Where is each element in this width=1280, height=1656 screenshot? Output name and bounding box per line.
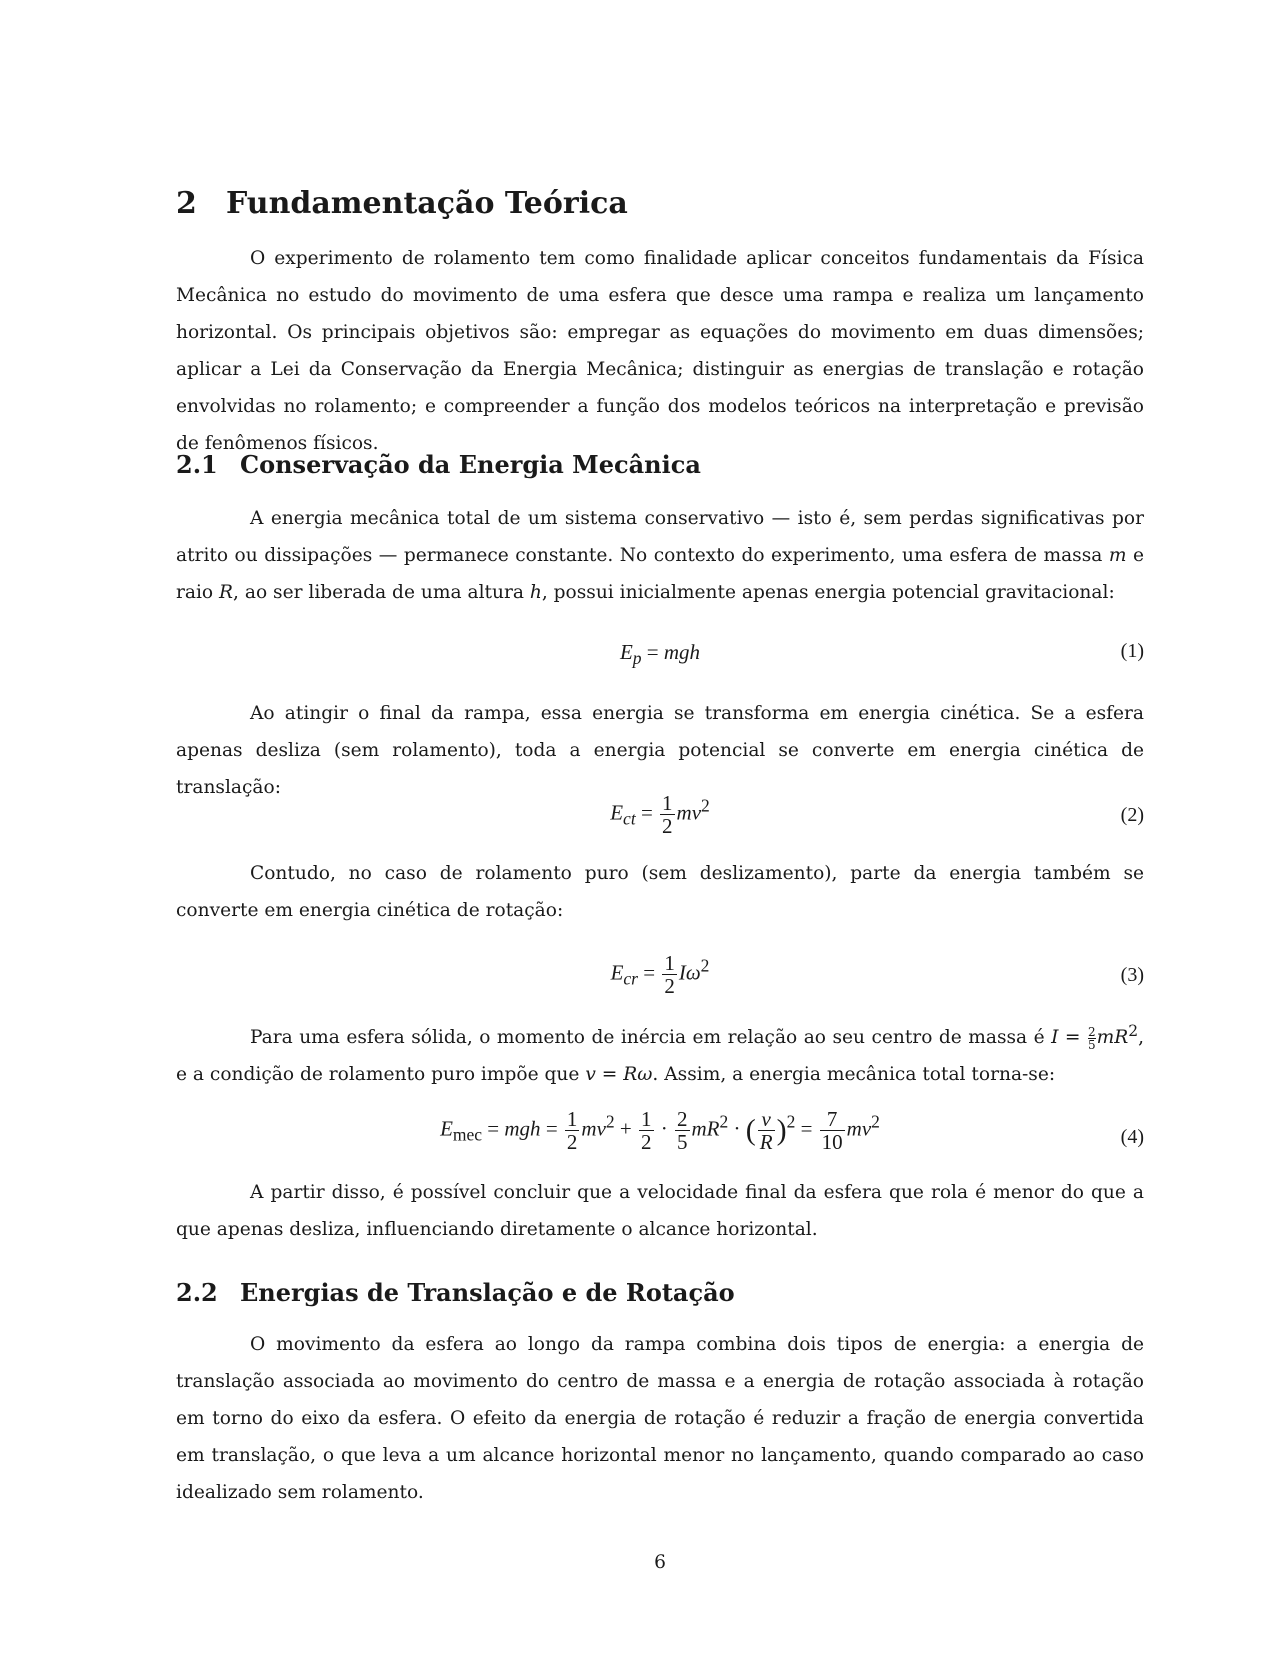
page-number: 6 bbox=[654, 1552, 666, 1573]
energy-paragraph-1: A energia mecânica total de um sistema conservativo — isto é, sem perdas significativas por atrito ou dissipações — permanece constante. No contexto do experimento, uma esfera de massa m e raio R, ao ser liberada de uma altura h, possui inicialmente apenas energia potencial gravitacional: bbox=[176, 508, 1145, 603]
intro-paragraph: O experimento de rolamento tem como finalidade aplicar conceitos fundamentais da Física Mecânica no estudo do movimento de uma esfera que desce uma rampa e realiza um lançamento horizontal. Os principais objetivos são: empregar as equações do movimento em duas dimensões; aplicar a Lei da Conservação da Energia Mecânica; distinguir as energias de translação e rotação envolvidas no rolamento; e compreender a função dos modelos teóricos na interpretação e previsão de fenômenos físicos. bbox=[176, 248, 1144, 454]
section-title: Fundamentação Teórica bbox=[226, 186, 628, 221]
subsection-title: Energias de Translação e de Rotação bbox=[240, 1278, 735, 1307]
energy-paragraph-5: A partir disso, é possível concluir que a velocidade final da esfera que rola é menor do que a que apenas desliza, influenciando diretamente o alcance horizontal. bbox=[176, 1182, 1144, 1240]
equation-4 bbox=[176, 1108, 1144, 1168]
section-number: 2 bbox=[176, 186, 197, 221]
equation-3-body: $E_{cr}$ = $\frac{1}{2}$ $I\omega^2$ bbox=[610, 951, 710, 999]
rotation-paragraph: O movimento da esfera ao longo da rampa combina dois tipos de energia: a energia de translação associada ao movimento do centro de massa e a energia de rotação associada à rotação em torno do eixo da esfera. O efeito da energia de rotação é reduzir a fração de energia convertida em translação, o que leva a um alcance horizontal menor no lançamento, quando comparado ao caso idealizado sem rolamento. bbox=[176, 1334, 1144, 1503]
equation-3 bbox=[176, 952, 1144, 1012]
subsection-number: 2.1 bbox=[176, 450, 218, 479]
subsection-heading-2-2 bbox=[176, 1278, 735, 1307]
section-heading bbox=[176, 186, 628, 221]
equation-1-label: (1) bbox=[1120, 640, 1144, 662]
subsection-number: 2.2 bbox=[176, 1278, 218, 1307]
energy-paragraph-4: Para uma esfera sólida, o momento de inércia em relação ao seu centro de massa é I = $\frac{2}{5}$ $mR^2$, e a condição de rolamento puro impõe que v = Rω. Assim, a energia mecânica total torna-se: bbox=[176, 1022, 1145, 1086]
equation-4-label: (4) bbox=[1120, 1126, 1144, 1148]
equation-1-body: $E_p$ = mgh bbox=[619, 640, 701, 669]
subsection-heading-2-1 bbox=[176, 450, 701, 479]
subsection-title: Conservação da Energia Mecânica bbox=[240, 450, 701, 479]
equation-2-body: $E_{ct}$ = $\frac{1}{2}$ $mv^2$ bbox=[610, 791, 710, 839]
equation-3-label: (3) bbox=[1120, 964, 1144, 986]
equation-4-body: $E_{mec}$ = mgh = $\frac{1}{2}$ $mv^2$ + $\frac{1}{2}$ · $\frac{2}{5}$ $mR^2$ · ( $\frac{v}{R}$ )$^2$ = $\frac{7}{10}$ $mv^2$ bbox=[440, 1107, 880, 1155]
equation-2 bbox=[176, 792, 1144, 852]
equation-1 bbox=[176, 640, 1144, 700]
energy-paragraph-3: Contudo, no caso de rolamento puro (sem deslizamento), parte da energia também se converte em energia cinética de rotação: bbox=[176, 863, 1144, 921]
equation-2-label: (2) bbox=[1120, 804, 1144, 826]
energy-paragraph-2: Ao atingir o final da rampa, essa energia se transforma em energia cinética. Se a esfera apenas desliza (sem rolamento), toda a energia potencial se converte em energia cinética de translação: bbox=[176, 703, 1144, 798]
